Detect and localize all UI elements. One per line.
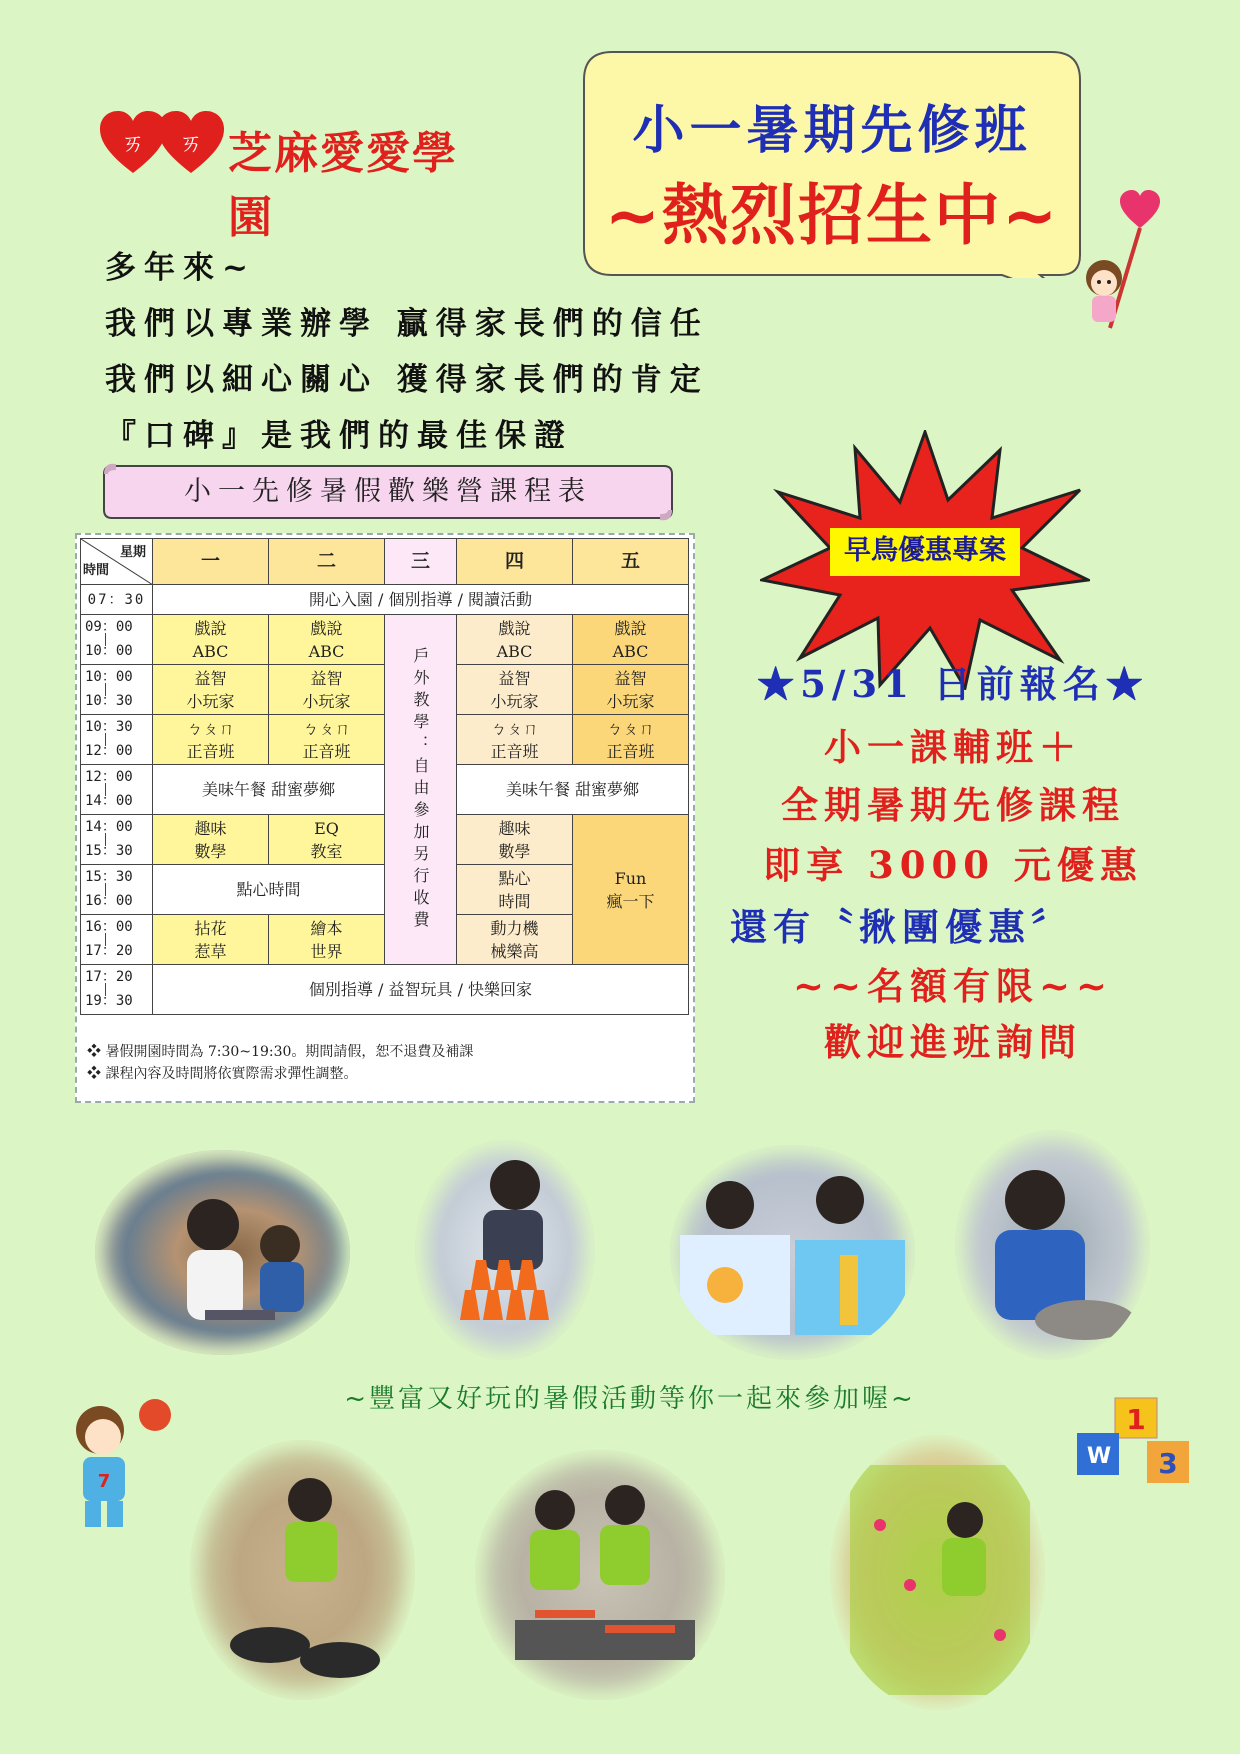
outdoor-cell (385, 615, 457, 965)
class-name: 正音班 (490, 741, 539, 761)
corner-day-label: 星期 (119, 545, 146, 560)
class-cell (153, 615, 269, 665)
class-cell (573, 815, 689, 965)
class-cell (269, 815, 385, 865)
time-end: 16：00 (85, 893, 133, 909)
time-start: 15：30 (85, 869, 133, 885)
time-start: 12：00 (85, 769, 133, 785)
time-start: 10：00 (85, 669, 133, 685)
activity-photo (95, 1150, 350, 1355)
class-name: ㄅㄆㄇ (606, 718, 655, 738)
toy-blocks-illustration (1075, 1393, 1195, 1493)
note-item (87, 1063, 473, 1085)
time-start: 16：00 (85, 919, 133, 935)
class-name: 益智 (614, 668, 647, 688)
time-end: 15：30 (85, 843, 133, 859)
class-name: 繪本 (310, 918, 343, 938)
activity-photo (415, 1140, 595, 1360)
day-header: 三 (385, 539, 457, 585)
class-cell (457, 815, 573, 865)
class-name: 世界 (310, 941, 343, 961)
class-cell (269, 915, 385, 965)
schedule-title-banner (98, 460, 678, 524)
class-name: 械樂高 (490, 941, 539, 961)
class-cell (457, 865, 573, 915)
schedule-notes (87, 1041, 473, 1085)
time-end: 12：00 (85, 743, 133, 759)
time-cell (81, 915, 153, 965)
time-cell (81, 585, 153, 615)
time-end: 17：20 (85, 943, 133, 959)
class-name: 正音班 (186, 741, 235, 761)
time-cell (81, 715, 153, 765)
day-header: 四 (457, 539, 573, 585)
promo-line: ~~名額有限~~ (792, 964, 1113, 1008)
class-cell (573, 665, 689, 715)
class-cell (457, 915, 573, 965)
school-name: 芝麻愛愛學園 (228, 128, 458, 243)
climbing-wall-photo (830, 1435, 1045, 1710)
day-header: 二 (269, 539, 385, 585)
time-end: 19：30 (85, 993, 133, 1009)
class-name: 戲說 (194, 618, 227, 638)
class-cell (573, 615, 689, 665)
class-name: 小玩家 (186, 691, 235, 711)
class-name: 小玩家 (606, 691, 655, 711)
class-name: 益智 (310, 668, 343, 688)
day-header: 一 (153, 539, 269, 585)
activity-photo (670, 1145, 915, 1360)
boy-with-ball-illustration (55, 1395, 175, 1535)
class-name: ㄅㄆㄇ (302, 718, 351, 738)
class-name: ABC (496, 641, 533, 661)
schedule-table (80, 538, 689, 1015)
class-cell (457, 665, 573, 715)
early-bird-label: 早鳥優惠專案 (844, 535, 1006, 566)
heart-icon (156, 109, 226, 179)
intro-line: 我們以專業辦學 贏得家長們的信任 (105, 306, 709, 342)
svg-text:ㄞ: ㄞ (179, 129, 203, 157)
svg-text:ㄞ: ㄞ (121, 129, 145, 157)
class-name: 正音班 (606, 741, 655, 761)
class-cell (573, 715, 689, 765)
class-name: 時間 (498, 891, 531, 911)
craft-display-photo (670, 1145, 915, 1360)
schedule-panel (75, 533, 695, 1103)
corner-time-label: 時間 (83, 563, 110, 578)
class-name: ㄅㄆㄇ (186, 718, 235, 738)
svg-text:1: 1 (1126, 1403, 1146, 1436)
activity-photo (190, 1440, 415, 1700)
schedule-title: 小一先修暑假歡樂營課程表 (184, 476, 592, 507)
class-cell (153, 815, 269, 865)
activity-photo (830, 1435, 1045, 1710)
svg-text:W: W (1086, 1444, 1112, 1469)
class-name: 戲說 (310, 618, 343, 638)
class-name: 拈花 (194, 918, 227, 938)
class-cell (457, 615, 573, 665)
class-name: 瘋一下 (606, 891, 655, 911)
promo-line: 還有〝揪團優惠〞 (730, 905, 1074, 949)
bullet-icon: ❖ (87, 1044, 101, 1060)
headline-title: 小一暑期先修班 (632, 101, 1032, 161)
class-cell (457, 715, 573, 765)
snack-cell: 點心時間 (153, 865, 385, 915)
cup-stacking-photo (415, 1140, 595, 1360)
activities-caption: ~豐富又好玩的暑假活動等你一起來參加喔~ (344, 1384, 916, 1414)
promo-block (718, 650, 1188, 1070)
time-start: 10：30 (85, 719, 133, 735)
note-text: 課程內容及時間將依實際需求彈性調整。 (105, 1066, 358, 1082)
time-end: 10：00 (85, 643, 133, 659)
intro-line: 『口碑』是我們的最佳保證 (105, 418, 573, 454)
time-cell (81, 765, 153, 815)
class-name: ABC (308, 641, 345, 661)
time-end: 10：30 (85, 693, 133, 709)
intro-text (105, 240, 865, 464)
note-item (87, 1041, 473, 1063)
tire-obstacle-photo (190, 1440, 415, 1700)
activity-photo (475, 1450, 725, 1700)
time-label: 07：30 (87, 592, 146, 608)
outdoor-text: 戶外教學：自由參加另行收費 (411, 646, 430, 933)
promo-line: 歡迎進班詢問 (824, 1020, 1082, 1064)
promo-line: 全期暑期先修課程 (781, 783, 1125, 827)
class-cell (269, 665, 385, 715)
svg-text:7: 7 (97, 1471, 111, 1492)
school-logo (98, 105, 498, 243)
class-name: 趣味 (498, 818, 531, 838)
intro-line: 我們以細心關心 獲得家長們的肯定 (105, 362, 709, 398)
class-cell (153, 665, 269, 715)
lunch-cell: 美味午餐 甜蜜夢鄉 (153, 765, 385, 815)
intro-line: 多年來~ (105, 250, 256, 286)
arrival-activity: 開心入園 / 個別指導 / 閱讀活動 (153, 585, 689, 615)
children-building-photo (95, 1150, 350, 1355)
day-header: 五 (573, 539, 689, 585)
departure-activity: 個別指導 / 益智玩具 / 快樂回家 (153, 965, 689, 1015)
class-cell (153, 915, 269, 965)
class-name: 動力機 (490, 918, 539, 938)
class-cell (153, 715, 269, 765)
class-name: ㄅㄆㄇ (490, 718, 539, 738)
class-cell (269, 715, 385, 765)
lunch-cell: 美味午餐 甜蜜夢鄉 (457, 765, 689, 815)
class-name: 趣味 (194, 818, 227, 838)
time-end: 14：00 (85, 793, 133, 809)
class-name: 點心 (498, 868, 531, 888)
time-cell (81, 965, 153, 1015)
time-start: 09：00 (85, 619, 133, 635)
class-name: 數學 (498, 841, 531, 861)
class-name: ABC (612, 641, 649, 661)
class-name: 戲說 (498, 618, 531, 638)
activity-photo (955, 1130, 1150, 1360)
headline-subtitle: ~熱烈招生中~ (604, 177, 1060, 254)
class-name: 數學 (194, 841, 227, 861)
note-text: 暑假開園時間為 7:30~19:30。期間請假，恕不退費及補課 (105, 1044, 474, 1060)
bullet-icon: ❖ (87, 1066, 101, 1082)
class-cell (269, 615, 385, 665)
boy-shaping-clay-photo (955, 1130, 1150, 1360)
time-cell (81, 665, 153, 715)
promo-line: 即享 3000 元優惠 (763, 843, 1143, 887)
svg-text:3: 3 (1158, 1447, 1178, 1480)
class-name: ABC (192, 641, 229, 661)
time-cell (81, 815, 153, 865)
class-name: EQ (314, 818, 339, 838)
time-start: 17：20 (85, 969, 133, 985)
class-name: Fun (614, 868, 647, 888)
class-name: 正音班 (302, 741, 351, 761)
time-start: 14：00 (85, 819, 133, 835)
class-name: 惹草 (194, 941, 227, 961)
promo-line: 小一課輔班＋ (824, 725, 1082, 769)
class-name: 小玩家 (302, 691, 351, 711)
time-cell (81, 615, 153, 665)
corner-header (81, 539, 153, 585)
class-name: 益智 (194, 668, 227, 688)
class-name: 戲說 (614, 618, 647, 638)
class-name: 教室 (310, 841, 343, 861)
girl-balloon-illustration (1080, 188, 1200, 338)
class-name: 小玩家 (490, 691, 539, 711)
barbecue-photo (475, 1450, 725, 1700)
class-name: 益智 (498, 668, 531, 688)
time-cell (81, 865, 153, 915)
promo-deadline: ★5/31 日前報名★ (757, 662, 1149, 706)
